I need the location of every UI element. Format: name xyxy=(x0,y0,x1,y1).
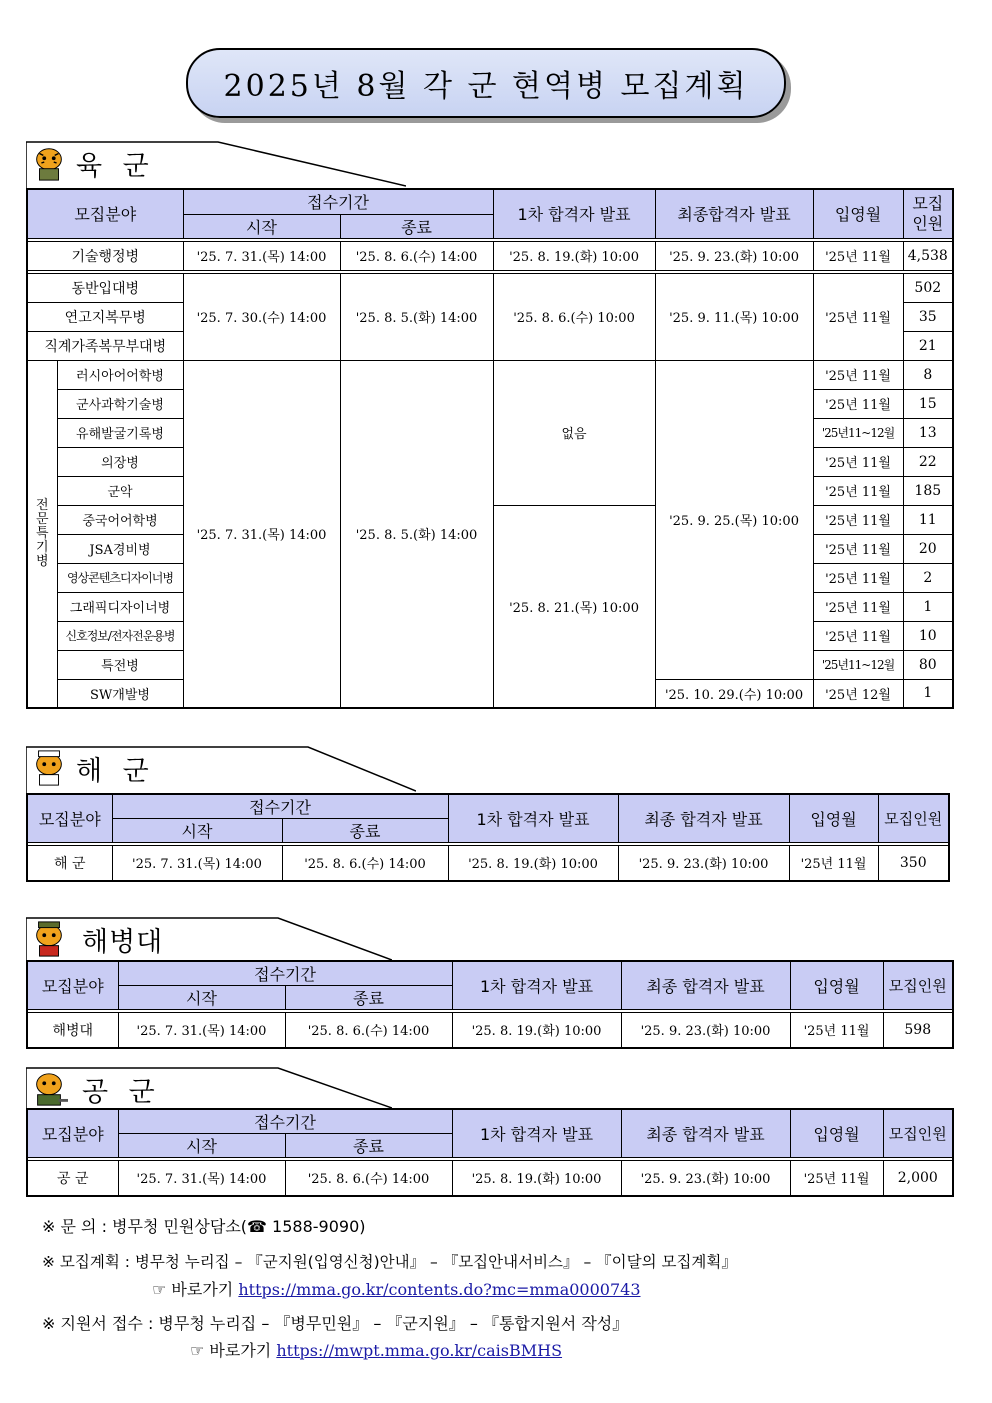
enlist-month: '25년 11월 xyxy=(813,563,903,592)
recruit-plan-note: ※ 모집계획 : 병무청 누리집 – 『군지원(입영신청)안내』 – 『모집안내서비스』 – 『이달의 모집계획』 xyxy=(42,1253,737,1271)
application-link[interactable]: https://mwpt.mma.go.kr/caisBMHS xyxy=(276,1341,563,1360)
header-first: 1차 합격자 발표 xyxy=(452,961,621,1010)
header-field: 모집분야 xyxy=(27,794,112,843)
first-announce: 없음 xyxy=(493,360,655,505)
enlist-month: '25년 11월 xyxy=(813,273,903,360)
start-date: '25. 7. 31.(목) 14:00 xyxy=(112,846,282,881)
end-date: '25. 8. 5.(화) 14:00 xyxy=(340,360,493,708)
first-announce: '25. 8. 21.(목) 10:00 xyxy=(493,505,655,708)
tiger-mascot-icon xyxy=(30,1070,68,1108)
table-row xyxy=(27,273,953,302)
header-start: 시작 xyxy=(112,819,282,843)
header-count: 모집인원 xyxy=(883,1109,953,1158)
final-announce: '25. 9. 23.(화) 10:00 xyxy=(618,846,789,881)
header-start: 시작 xyxy=(118,1134,285,1158)
shortcut-line-2 xyxy=(190,1338,562,1361)
end-date: '25. 8. 6.(수) 14:00 xyxy=(285,1013,452,1048)
final-announce: '25. 9. 23.(화) 10:00 xyxy=(655,241,813,270)
field-name: 군사과학기술병 xyxy=(57,389,183,418)
airforce-section-header xyxy=(26,1066,392,1112)
inquiry-note: ※ 문 의 : 병무청 민원상담소(☎ 1588-9090) xyxy=(42,1217,366,1236)
enlist-month: '25년 11월 xyxy=(813,241,903,270)
field-name: 러시아어어학병 xyxy=(57,360,183,389)
enlist-month: '25년 11월 xyxy=(813,534,903,563)
table-row xyxy=(27,1161,953,1196)
page-title: 2025년 8월 각 군 현역병 모집계획 xyxy=(186,48,786,118)
final-announce: '25. 9. 11.(목) 10:00 xyxy=(655,273,813,360)
recruit-count: 185 xyxy=(903,476,953,505)
header-field: 모집분야 xyxy=(27,961,118,1010)
field-name: 해병대 xyxy=(27,1013,118,1048)
field-name: 의장병 xyxy=(57,447,183,476)
recruit-count: 22 xyxy=(903,447,953,476)
field-name: 군악 xyxy=(57,476,183,505)
header-end: 종료 xyxy=(285,1134,452,1158)
enlist-month: '25년 11월 xyxy=(789,846,878,881)
section-divider xyxy=(26,916,392,962)
header-final: 최종 합격자 발표 xyxy=(621,961,790,1010)
header-final: 최종 합격자 발표 xyxy=(621,1109,790,1158)
header-enlist: 입영월 xyxy=(790,1109,883,1158)
navy-table xyxy=(26,793,950,882)
header-period: 접수기간 xyxy=(118,961,452,986)
recruit-count: 20 xyxy=(903,534,953,563)
header-start: 시작 xyxy=(183,214,340,238)
start-date: '25. 7. 30.(수) 14:00 xyxy=(183,273,340,360)
end-date: '25. 8. 6.(수) 14:00 xyxy=(282,846,448,881)
enlist-month: '25년 11월 xyxy=(813,389,903,418)
recruit-plan-link[interactable]: https://mma.go.kr/contents.do?mc=mma0000743 xyxy=(238,1280,641,1299)
enlist-month: '25년 11월 xyxy=(813,476,903,505)
header-count xyxy=(903,189,953,238)
recruit-count: 21 xyxy=(903,331,953,360)
end-date: '25. 8. 6.(수) 14:00 xyxy=(340,241,493,270)
header-period: 접수기간 xyxy=(118,1109,452,1134)
section-divider xyxy=(26,1066,392,1110)
first-announce: '25. 8. 6.(수) 10:00 xyxy=(493,273,655,360)
marine-table xyxy=(26,960,954,1049)
header-enlist: 입영월 xyxy=(813,189,903,238)
field-name: 중국어어학병 xyxy=(57,505,183,534)
enlist-month: '25년 11월 xyxy=(813,621,903,650)
first-announce: '25. 8. 19.(화) 10:00 xyxy=(452,1161,621,1196)
enlist-month: '25년11~12월 xyxy=(813,650,903,679)
field-name: SW개발병 xyxy=(57,679,183,708)
recruit-count: 8 xyxy=(903,360,953,389)
field-name: 기술행정병 xyxy=(27,241,183,270)
final-announce: '25. 9. 25.(목) 10:00 xyxy=(655,360,813,679)
field-name: 해 군 xyxy=(27,846,112,881)
header-field: 모집분야 xyxy=(27,189,183,238)
tiger-mascot-icon xyxy=(30,144,68,182)
enlist-month: '25년 11월 xyxy=(790,1161,883,1196)
header-count-line2: 인원 xyxy=(912,213,944,233)
enlist-month: '25년 11월 xyxy=(813,447,903,476)
header-first: 1차 합격자 발표 xyxy=(452,1109,621,1158)
application-note: ※ 지원서 접수 : 병무청 누리집 – 『병무민원』 – 『군지원』 – 『통합지원서 작성』 xyxy=(42,1314,629,1333)
header-period: 접수기간 xyxy=(183,189,493,214)
field-name: 유해발굴기록병 xyxy=(57,418,183,447)
field-name: 그래픽디자이너병 xyxy=(57,592,183,621)
navy-title: 해 군 xyxy=(76,756,155,787)
army-section-header xyxy=(26,140,406,186)
recruit-count: 15 xyxy=(903,389,953,418)
first-announce: '25. 8. 19.(화) 10:00 xyxy=(493,241,655,270)
table-row xyxy=(27,360,953,389)
recruit-count: 1 xyxy=(903,679,953,708)
enlist-month: '25년 11월 xyxy=(813,505,903,534)
recruit-count: 11 xyxy=(903,505,953,534)
field-name: 신호정보/전자전운용병 xyxy=(57,621,183,650)
airforce-title: 공 군 xyxy=(82,1077,161,1108)
army-table xyxy=(26,188,954,709)
recruit-count: 350 xyxy=(878,846,949,881)
start-date: '25. 7. 31.(목) 14:00 xyxy=(183,241,340,270)
field-name: JSA경비병 xyxy=(57,534,183,563)
airforce-table xyxy=(26,1108,954,1197)
header-enlist: 입영월 xyxy=(790,961,883,1010)
table-row xyxy=(27,846,949,881)
shortcut-label: ☞ 바로가기 xyxy=(190,1341,272,1360)
shortcut-label: ☞ 바로가기 xyxy=(152,1280,234,1299)
end-date: '25. 8. 5.(화) 14:00 xyxy=(340,273,493,360)
recruit-count: 502 xyxy=(903,273,953,302)
recruit-count: 1 xyxy=(903,592,953,621)
first-announce: '25. 8. 19.(화) 10:00 xyxy=(448,846,618,881)
marine-title: 해병대 xyxy=(82,927,164,958)
recruit-count: 2,000 xyxy=(883,1161,953,1196)
end-date: '25. 8. 6.(수) 14:00 xyxy=(285,1161,452,1196)
tiger-mascot-icon xyxy=(30,920,68,958)
recruit-count: 2 xyxy=(903,563,953,592)
enlist-month: '25년 12월 xyxy=(813,679,903,708)
army-title: 육 군 xyxy=(76,151,155,182)
recruit-count: 13 xyxy=(903,418,953,447)
recruit-count: 80 xyxy=(903,650,953,679)
enlist-month: '25년 11월 xyxy=(790,1013,883,1048)
header-end: 종료 xyxy=(340,214,493,238)
special-label xyxy=(27,360,57,708)
special-label-text: 전문특기병 xyxy=(35,497,49,569)
field-name: 직계가족복무부대병 xyxy=(27,331,183,360)
start-date: '25. 7. 31.(목) 14:00 xyxy=(118,1013,285,1048)
header-field: 모집분야 xyxy=(27,1109,118,1158)
header-final: 최종 합격자 발표 xyxy=(618,794,789,843)
recruit-count: 598 xyxy=(883,1013,953,1048)
header-count: 모집인원 xyxy=(878,794,949,843)
final-announce: '25. 10. 29.(수) 10:00 xyxy=(655,679,813,708)
field-name: 연고지복무병 xyxy=(27,302,183,331)
final-announce: '25. 9. 23.(화) 10:00 xyxy=(621,1013,790,1048)
header-start: 시작 xyxy=(118,986,285,1010)
start-date: '25. 7. 31.(목) 14:00 xyxy=(183,360,340,708)
table-row xyxy=(27,1013,953,1048)
start-date: '25. 7. 31.(목) 14:00 xyxy=(118,1161,285,1196)
enlist-month: '25년 11월 xyxy=(813,592,903,621)
recruit-count: 10 xyxy=(903,621,953,650)
header-end: 종료 xyxy=(285,986,452,1010)
shortcut-line-1 xyxy=(152,1277,641,1300)
navy-section-header xyxy=(26,745,416,791)
enlist-month: '25년 11월 xyxy=(813,360,903,389)
recruit-count: 35 xyxy=(903,302,953,331)
header-first: 1차 합격자 발표 xyxy=(448,794,618,843)
header-count-line1: 모집 xyxy=(912,193,944,213)
first-announce: '25. 8. 19.(화) 10:00 xyxy=(452,1013,621,1048)
recruit-count: 4,538 xyxy=(903,241,953,270)
enlist-month: '25년11~12월 xyxy=(813,418,903,447)
header-final: 최종합격자 발표 xyxy=(655,189,813,238)
header-enlist: 입영월 xyxy=(789,794,878,843)
header-period: 접수기간 xyxy=(112,794,448,819)
tiger-mascot-icon xyxy=(30,749,68,787)
table-row xyxy=(27,241,953,270)
header-end: 종료 xyxy=(282,819,448,843)
header-first: 1차 합격자 발표 xyxy=(493,189,655,238)
field-name: 영상콘텐츠디자이너병 xyxy=(57,563,183,592)
field-name: 동반입대병 xyxy=(27,273,183,302)
final-announce: '25. 9. 23.(화) 10:00 xyxy=(621,1161,790,1196)
field-name: 공 군 xyxy=(27,1161,118,1196)
header-count: 모집인원 xyxy=(883,961,953,1010)
field-name: 특전병 xyxy=(57,650,183,679)
marine-section-header xyxy=(26,916,392,962)
